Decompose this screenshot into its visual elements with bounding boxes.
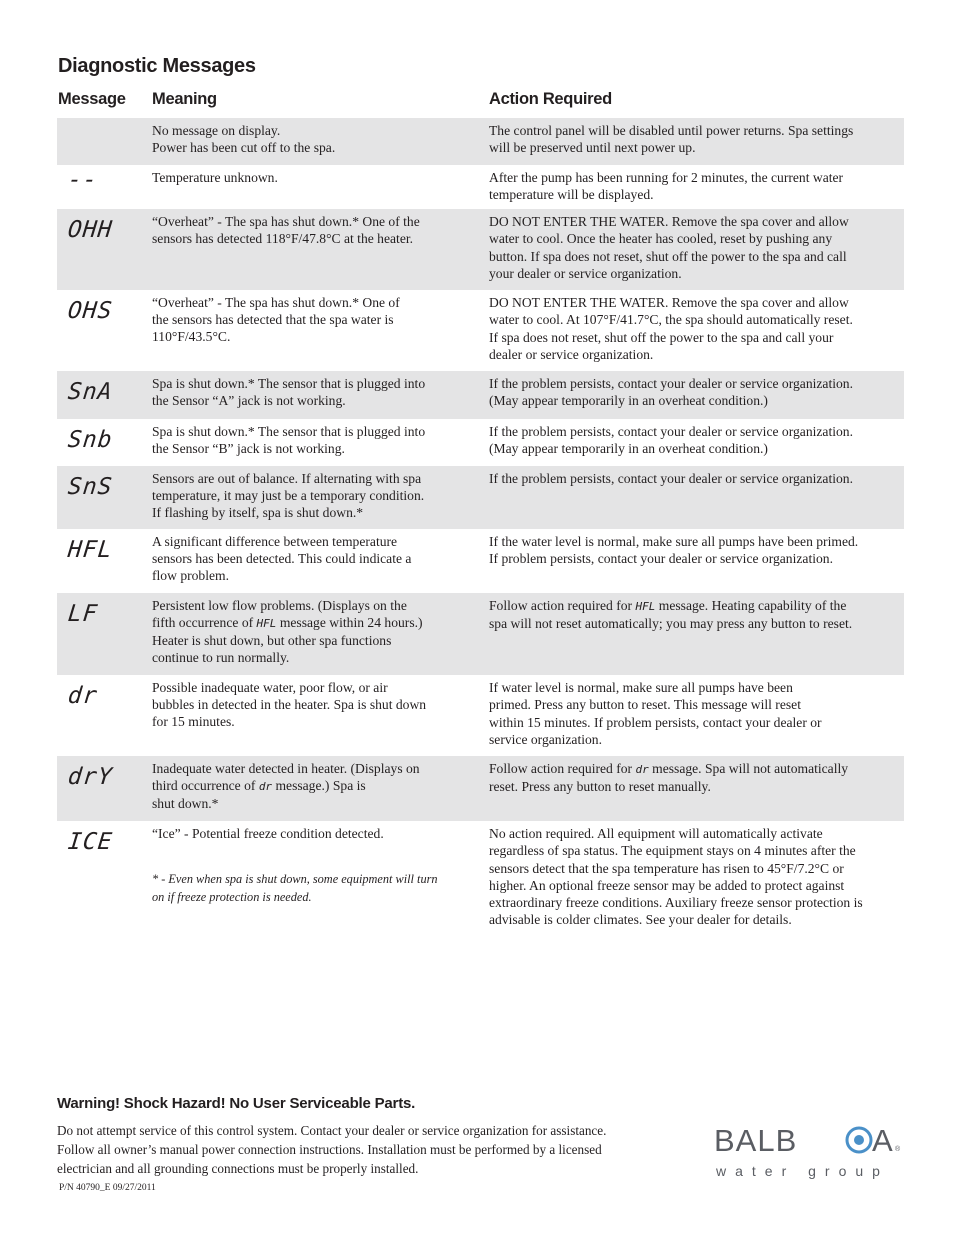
header-meaning: Meaning [152,90,217,108]
message-meaning: Temperature unknown. [152,170,278,185]
diagnostic-row [57,165,904,209]
message-action: Follow action required for HFL message. Heating capability of the spa will not reset automatically; you may press any button to reset. [489,598,853,632]
part-number: P/N 40790_E 09/27/2011 [59,1183,156,1193]
message-code: Snb [66,427,114,453]
message-meaning: “Overheat” - The spa has shut down.* One of the sensors has detected that the spa water is 110°F/43.5°C. [152,295,400,344]
message-action: The control panel will be disabled until power returns. Spa settings will be preserved until next power up. [489,123,854,156]
message-meaning: Sensors are out of balance. If alternating with spa temperature, it may just be a temporary condition. If flashing by itself, spa is shut down.* [152,471,425,520]
diagnostic-row [57,675,904,756]
warning-title: Warning! Shock Hazard! No User Serviceable Parts. [57,1095,416,1112]
message-meaning: Spa is shut down.* The sensor that is plugged into the Sensor “B” jack is not working. [152,424,426,456]
balboa-logo-mark [714,1121,904,1181]
header-message: Message [58,90,126,108]
message-action: Follow action required for dr message. Spa will not automatically reset. Press any button to reset manually. [489,761,849,795]
message-action: If the problem persists, contact your dealer or service organization. [489,471,854,486]
svg-text:BALB: BALB [714,1123,798,1158]
diagnostic-row [57,209,904,290]
page-title: Diagnostic Messages [58,55,256,77]
svg-text:®: ® [895,1146,901,1153]
diagnostic-row [57,371,904,419]
diagnostic-row [57,529,904,593]
message-meaning: Inadequate water detected in heater. (Displays on third occurrence of dr message.) Spa is shut down.* [152,761,420,811]
message-action: If water level is normal, make sure all pumps have been primed. Press any button to reset. This message will reset within 15 minutes. If problem persists, contact your dealer or service organization. [489,680,822,747]
message-meaning: “Ice” - Potential freeze condition detected. [152,826,384,841]
message-action: If the water level is normal, make sure all pumps have been primed. If problem persists, contact your dealer or service organization. [489,534,859,567]
inline-code: dr [258,780,273,793]
diagnostic-row [57,118,904,165]
warning-text: Do not attempt service of this control system. Contact your dealer or service organization for assistance. Follow all owner’s manual power connection instructions. Installation must be performed by a licensed electrician and all grounding connections must be properly installed. [57,1123,607,1176]
message-code: HFL [66,537,114,563]
balboa-logo [714,1121,904,1181]
message-action: After the pump has been running for 2 minutes, the current water temperature will be displayed. [489,170,844,203]
water-drop-icon [847,1128,871,1152]
diagnostic-row [57,593,904,675]
message-meaning: A significant difference between temperature sensors has been detected. This could indicate a flow problem. [152,534,412,583]
inline-code: HFL [256,617,277,630]
diagnostic-row [57,466,904,529]
message-action: No action required. All equipment will automatically activate regardless of spa status. The equipment stays on 4 minutes after the sensors detect that the spa temperature has risen to 45°F/7.2°C or higher. An optional freeze sensor may be added to protect against extraordinary freeze conditions. Auxiliary freeze sensor protection is advisable is colder climates. See your dealer for details. [489,826,863,928]
message-code: OHS [66,298,114,324]
message-meaning: No message on display. Power has been cut off to the spa. [152,123,336,155]
shutdown-footnote: * - Even when spa is shut down, some equipment will turn on if freeze protection is needed. [152,872,438,904]
message-action: If the problem persists, contact your dealer or service organization. (May appear temporarily in an overheat condition.) [489,376,854,409]
message-meaning: Possible inadequate water, poor flow, or air bubbles in detected in the heater. Spa is shut down for 15 minutes. [152,680,427,729]
message-code: drY [66,764,114,790]
message-meaning: Persistent low flow problems. (Displays on the fifth occurrence of HFL message within 24 hours.) Heater is shut down, but other spa functions continue to run normally. [152,598,423,665]
svg-text:A: A [872,1123,893,1158]
diagnostic-row [57,821,904,936]
message-action: If the problem persists, contact your dealer or service organization. (May appear temporarily in an overheat condition.) [489,424,854,457]
inline-code: HFL [635,600,656,613]
message-code: dr [66,683,100,709]
message-meaning: Spa is shut down.* The sensor that is plugged into the Sensor “A” jack is not working. [152,376,426,408]
svg-text:water group: water group [716,1163,889,1179]
diagnostic-row [57,290,904,371]
diagnostic-row [57,419,904,466]
message-code: ICE [66,829,114,855]
message-meaning: “Overheat” - The spa has shut down.* One of the sensors has detected 118°F/47.8°C at the heater. [152,214,420,246]
message-code: OHH [66,217,114,243]
message-code: SnS [66,474,114,500]
header-action: Action Required [489,90,612,108]
message-action: DO NOT ENTER THE WATER. Remove the spa cover and allow water to cool. At 107°F/41.7°C, the spa should automatically reset. If spa does not reset, shut off the power to the spa and call your dealer or service organization. [489,295,853,362]
message-code: SnA [66,379,114,405]
message-code: LF [66,601,100,627]
inline-code: dr [635,763,649,776]
message-code: -- [66,167,100,193]
diagnostic-row [57,756,904,821]
message-action: DO NOT ENTER THE WATER. Remove the spa cover and allow water to cool. Once the heater has cooled, reset by pushing any button. If spa does not reset, shut off the power to the spa and call your dealer or service organization. [489,214,849,281]
